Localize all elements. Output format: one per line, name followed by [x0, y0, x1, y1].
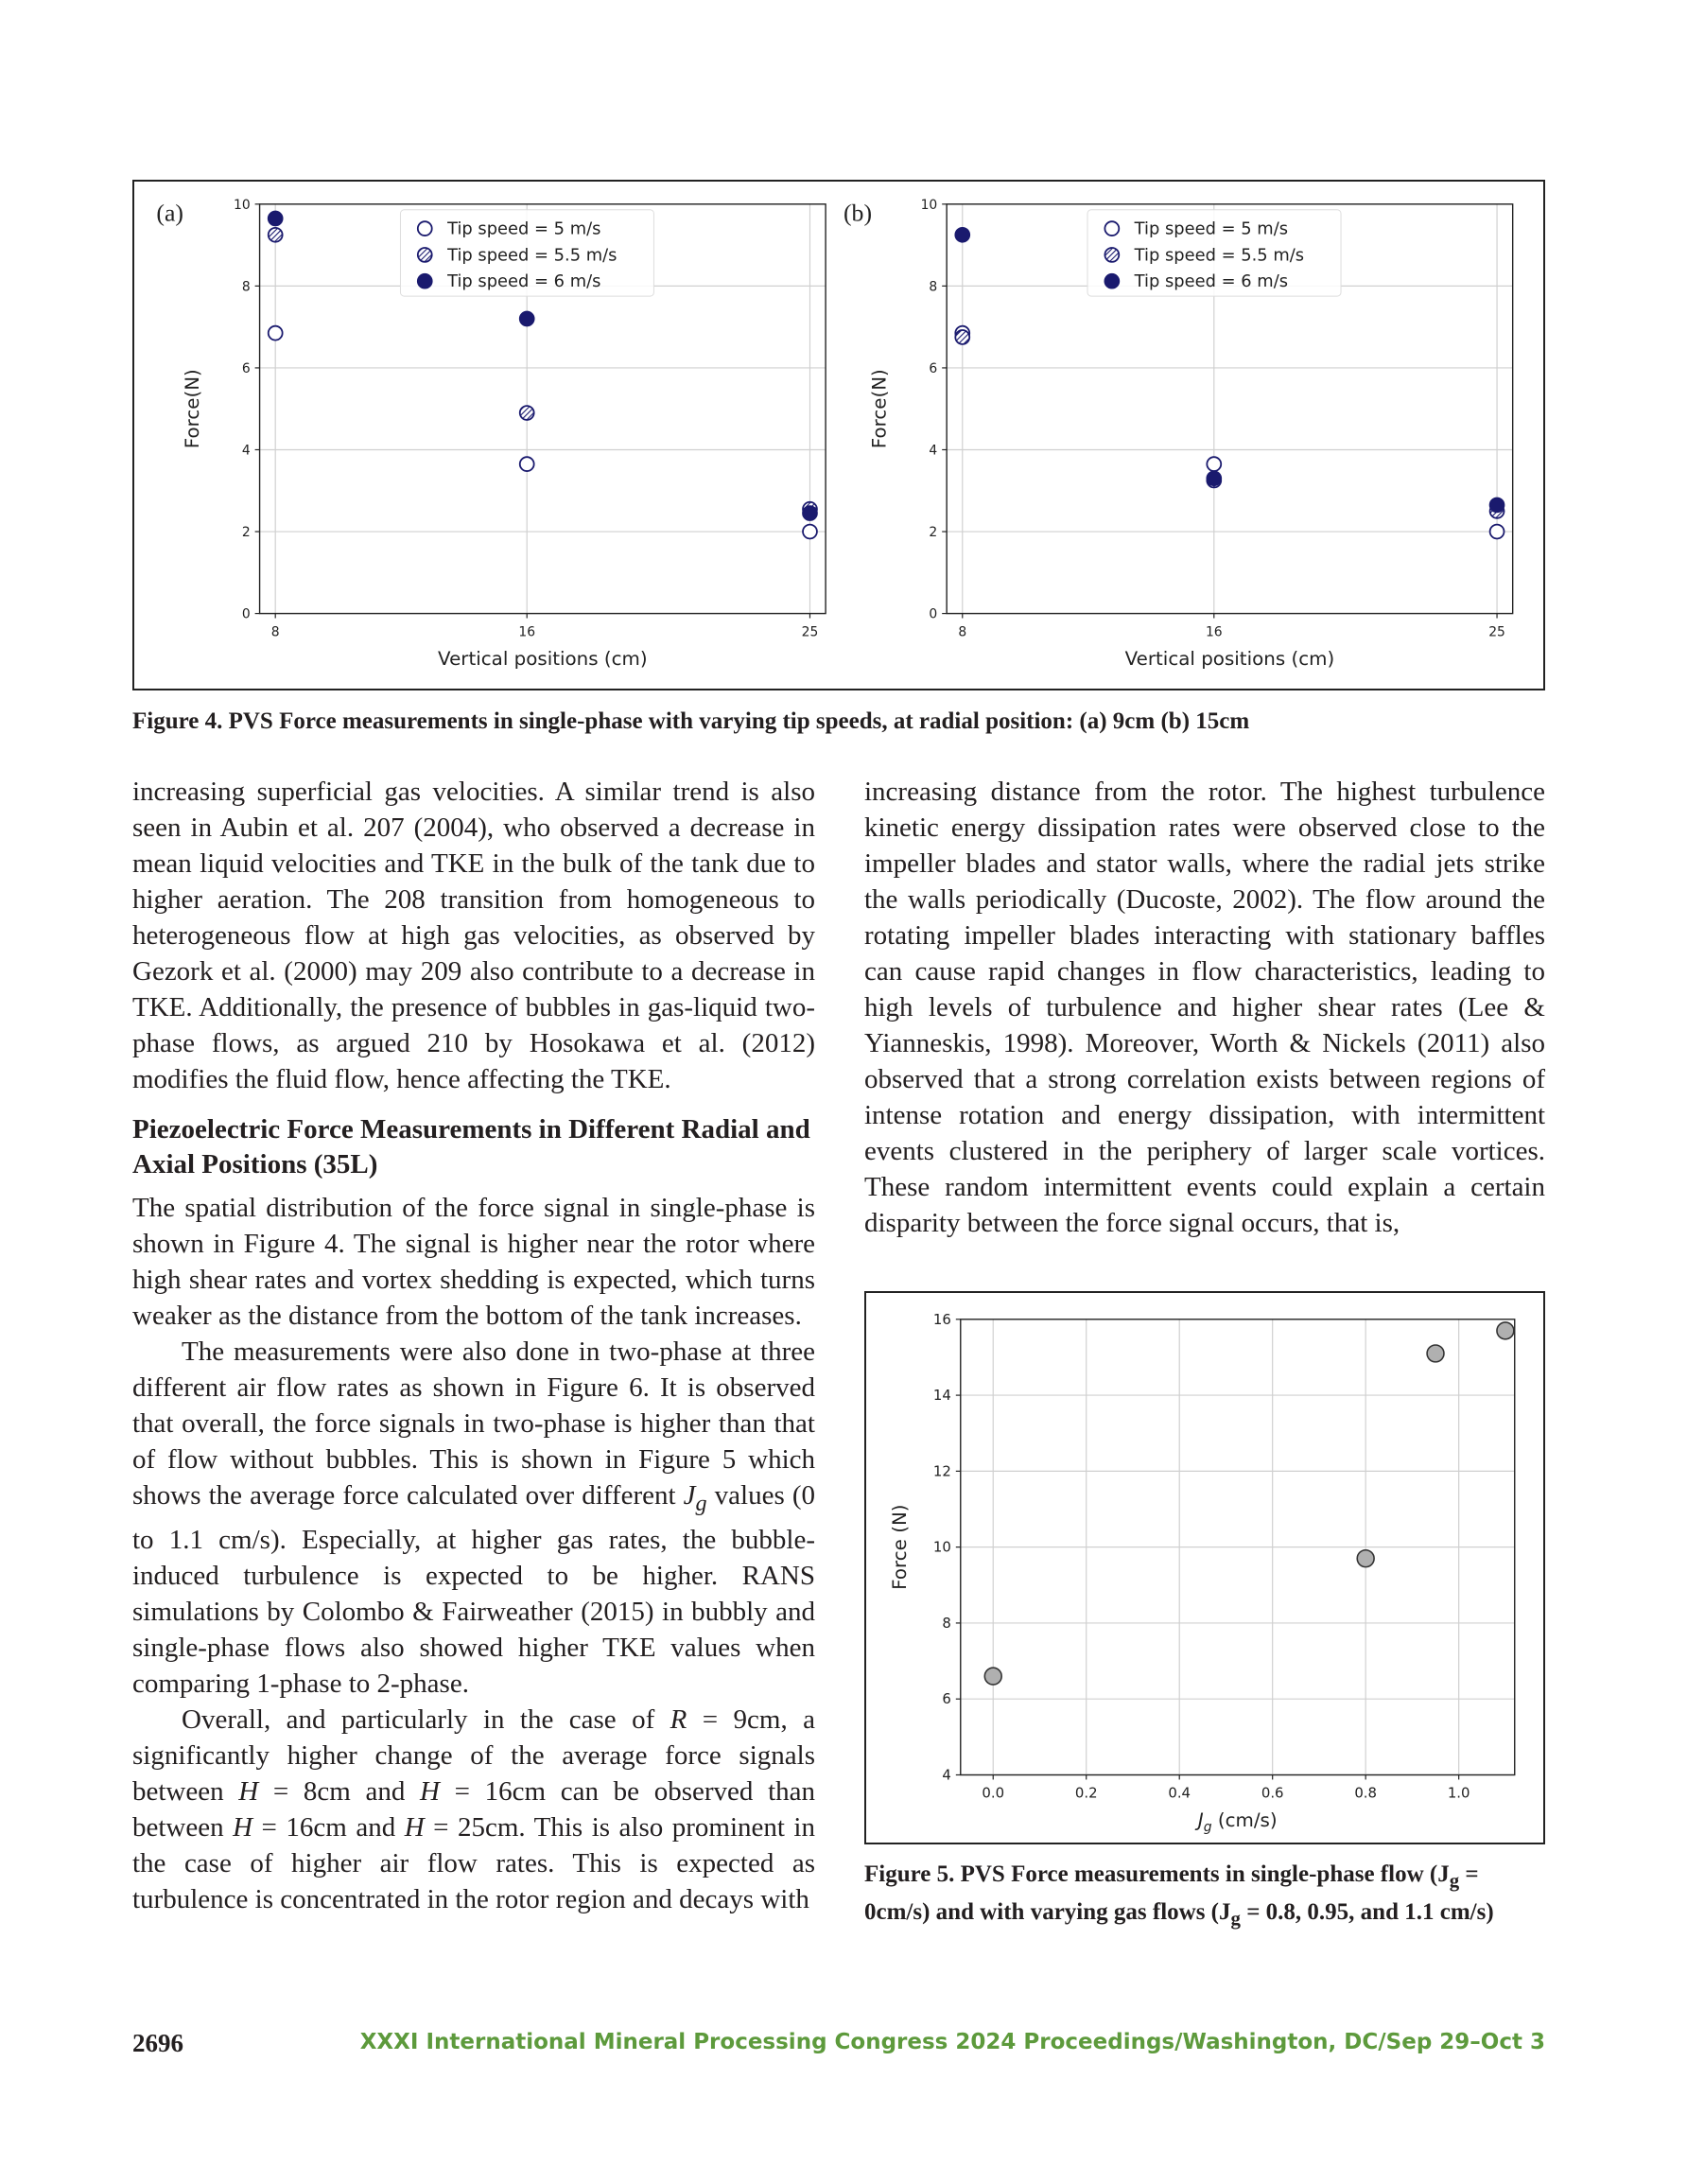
y-axis-label: Force(N)	[868, 369, 891, 449]
legend-label: Tip speed = 5.5 m/s	[447, 245, 617, 266]
section-heading: Piezoelectric Force Measurements in Different Radial and Axial Positions (35L)	[132, 1114, 810, 1179]
panel-tag: (a)	[156, 199, 184, 227]
y-tick-label: 14	[932, 1387, 951, 1405]
y-tick-label: 2	[929, 525, 938, 541]
x-tick-label: 0.0	[982, 1784, 1005, 1802]
data-point	[1490, 498, 1504, 512]
legend-label: Tip speed = 6 m/s	[447, 271, 601, 292]
data-point	[520, 312, 534, 326]
legend-marker	[1104, 248, 1119, 262]
data-point	[803, 506, 817, 520]
y-tick-label: 12	[932, 1462, 951, 1480]
data-point	[1207, 471, 1221, 485]
figure-4-caption: Figure 4. PVS Force measurements in single-phase with varying tip speeds, at radial position: (a) 9cm (b) 15cm	[132, 708, 1250, 734]
y-tick-label: 10	[233, 197, 251, 213]
y-tick-label: 2	[241, 525, 251, 541]
x-tick-label: 16	[1205, 624, 1223, 640]
y-tick-label: 0	[929, 606, 938, 622]
legend-marker	[1104, 221, 1119, 236]
y-tick-label: 8	[241, 279, 251, 295]
page-number: 2696	[132, 2029, 183, 2057]
data-point	[269, 212, 283, 226]
data-point	[520, 457, 534, 471]
x-axis-label: Vertical positions (cm)	[1124, 648, 1335, 671]
legend-label: Tip speed = 5 m/s	[447, 218, 601, 239]
paragraph: increasing distance from the rotor. The highest turbulence kinetic energy dissipation rates were observed close to the impeller blades and stator walls, where the radial jets strike the walls periodically (Ducoste, 2002). The flow around the rotating impeller blades interacting with stationary baffles can cause rapid changes in flow characteristics, leading to high levels of turbulence and higher shear rates (Lee & Yianneskis, 1998). Moreover, Worth & Nickels (2011) also observed that a strong correlation exists between regions of intense rotation and energy dissipation, with intermittent events clustered in the periphery of larger scale vortices. These random intermittent events could explain a certain disparity between the force signal occurs, that is,	[864, 777, 1545, 1238]
paragraph: The measurements were also done in two-phase at three different air flow rates as shown in Figure 6. It is observed that overall, the force signals in two-phase is higher than that of flow without bubbles. This is shown in Figure 5 which shows the average force calculated over different $J_g$ values (0 to 1.1 cm/s). Especially, at higher gas rates, the bubble-induced turbulence is expected to be higher. RANS simulations by Colombo & Fairweather (2015) in bubbly and single-phase flows also showed higher TKE values when comparing 1-phase to 2-phase.	[132, 1337, 815, 1699]
paragraph: increasing superficial gas velocities. A similar trend is also seen in Aubin et al. 207 (2004), who observed a decrease in mean liquid velocities and TKE in the bulk of the tank due to higher aeration. The 208 transition from homogeneous to heterogeneous flow at high gas velocities, as observed by Gezork et al. (2000) may 209 also contribute to a decrease in TKE. Additionally, the presence of bubbles in gas-liquid two-phase flows, as argued 210 by Hosokawa et al. (2012) modifies the fluid flow, hence affecting the TKE.	[132, 777, 815, 1094]
x-tick-label: 0.2	[1074, 1784, 1098, 1802]
figure-4-plot	[134, 182, 1543, 689]
y-tick-label: 6	[942, 1690, 951, 1708]
x-tick-label: 0.8	[1354, 1784, 1378, 1802]
panel-tag: (b)	[843, 199, 873, 227]
data-point	[269, 228, 283, 242]
paragraph: Overall, and particularly in the case of R = 9cm, a significantly higher change of the average force signals between H = 8cm and H = 16cm can be observed than between H = 16cm and H = 25cm. This is also prominent in the case of higher air flow rates. This is expected as turbulence is concentrated in the rotor region and decays with	[132, 1704, 816, 1914]
data-point	[803, 525, 817, 539]
y-tick-label: 4	[942, 1766, 951, 1784]
y-tick-label: 16	[932, 1310, 951, 1328]
data-point	[520, 406, 534, 420]
paragraph: The spatial distribution of the force signal in single-phase is shown in Figure 4. The signal is higher near the rotor where high shear rates and vortex shedding is expected, which turns weaker as the distance from the bottom of the tank increases.	[132, 1193, 815, 1331]
figure-5-plot	[866, 1293, 1543, 1843]
legend-marker	[418, 221, 432, 236]
y-tick-label: 0	[241, 606, 251, 622]
legend-label: Tip speed = 5 m/s	[1134, 218, 1289, 239]
y-axis-label: Force(N)	[182, 369, 204, 449]
legend-label: Tip speed = 5.5 m/s	[1134, 245, 1305, 266]
y-tick-label: 8	[929, 279, 938, 295]
right-column	[864, 774, 1545, 1241]
y-axis-label: Force (N)	[889, 1504, 912, 1590]
y-tick-label: 6	[929, 360, 938, 376]
x-tick-label: 25	[1488, 624, 1505, 640]
data-point	[955, 228, 969, 242]
data-point	[984, 1668, 1001, 1685]
data-point	[1490, 525, 1504, 539]
legend-marker	[418, 274, 432, 288]
legend-marker	[418, 248, 432, 262]
figure-5-caption: Figure 5. PVS Force measurements in single-phase flow $(J_g = 0cm/s)$ and with varying gas flows ($J_g = 0.8$, 0.95, and 1.1 cm/s)	[864, 1861, 1494, 1930]
y-tick-label: 4	[241, 443, 251, 459]
footer-title: XXXI International Mineral Processing Congress 2024 Proceedings/Washington, DC/Sep 29–Oct 3	[359, 2030, 1545, 2054]
legend-marker	[1104, 274, 1119, 288]
data-point	[1497, 1322, 1514, 1339]
data-point	[269, 326, 283, 341]
data-point	[1357, 1550, 1374, 1567]
y-tick-label: 8	[942, 1614, 951, 1632]
figure-5	[864, 1291, 1545, 1844]
y-tick-label: 4	[929, 443, 938, 459]
x-axis-label: Vertical positions (cm)	[438, 648, 648, 671]
data-point	[955, 330, 969, 344]
x-tick-label: 1.0	[1447, 1784, 1470, 1802]
legend-label: Tip speed = 6 m/s	[1134, 271, 1289, 292]
data-point	[1427, 1345, 1444, 1362]
figure-4	[132, 180, 1545, 690]
left-column	[132, 774, 815, 1917]
y-tick-label: 6	[241, 360, 251, 376]
data-point	[1207, 457, 1221, 471]
x-tick-label: 0.6	[1261, 1784, 1284, 1802]
x-tick-label: 8	[270, 624, 280, 640]
x-tick-label: 8	[958, 624, 967, 640]
y-tick-label: 10	[932, 1538, 951, 1556]
y-tick-label: 10	[920, 197, 938, 213]
x-tick-label: 0.4	[1168, 1784, 1191, 1802]
x-tick-label: 16	[518, 624, 536, 640]
x-axis-label: $J_g$ (cm/s)	[1197, 1809, 1278, 1836]
x-tick-label: 25	[801, 624, 819, 640]
